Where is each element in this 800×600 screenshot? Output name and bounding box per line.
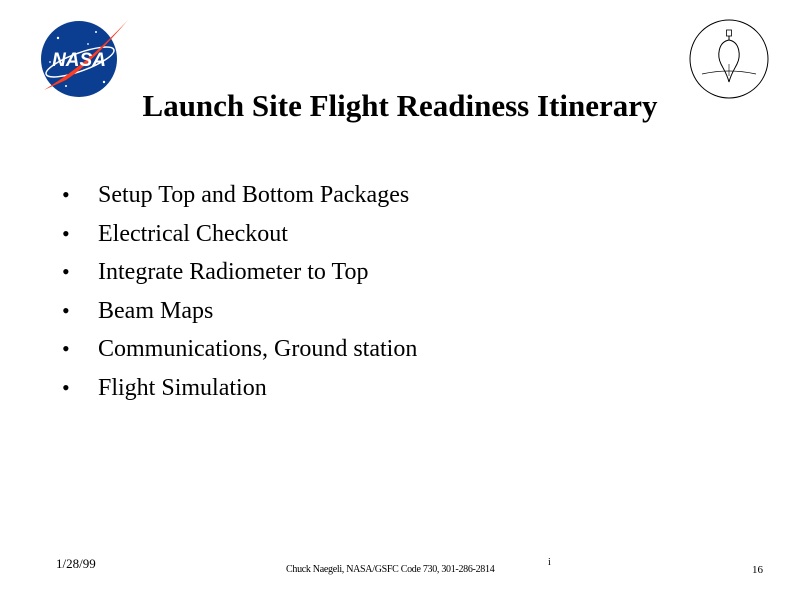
bullet-list (62, 176, 417, 407)
slide-title: Launch Site Flight Readiness Itinerary (142, 88, 658, 123)
bullet-marker: • (62, 336, 70, 361)
bullet-item (62, 330, 417, 369)
footer-date: 1/28/99 (56, 556, 96, 571)
bullet-text: Integrate Radiometer to Top (98, 259, 369, 285)
footer-credit: Chuck Naegeli, NASA/GSFC Code 730, 301-286-2814 (286, 564, 495, 575)
bullet-marker: • (62, 182, 70, 207)
footer-mark: i (548, 557, 551, 568)
bullet-item (62, 292, 417, 331)
svg-text:NASA: NASA (52, 50, 106, 71)
page-number: 16 (752, 564, 763, 576)
bullet-text: Electrical Checkout (98, 220, 288, 247)
bullet-marker: • (62, 297, 70, 323)
bullet-marker: • (62, 220, 70, 246)
bullet-item (62, 369, 417, 408)
bullet-text: Flight Simulation (98, 374, 267, 401)
bullet-item (62, 215, 417, 254)
bullet-text: Communications, Ground station (98, 336, 418, 362)
bullet-text: Beam Maps (98, 297, 214, 324)
bullet-text: Setup Top and Bottom Packages (98, 182, 410, 208)
bullet-marker: • (62, 259, 70, 284)
bullet-item (62, 176, 417, 215)
bullet-marker: • (62, 374, 70, 400)
bullet-item (62, 253, 417, 292)
